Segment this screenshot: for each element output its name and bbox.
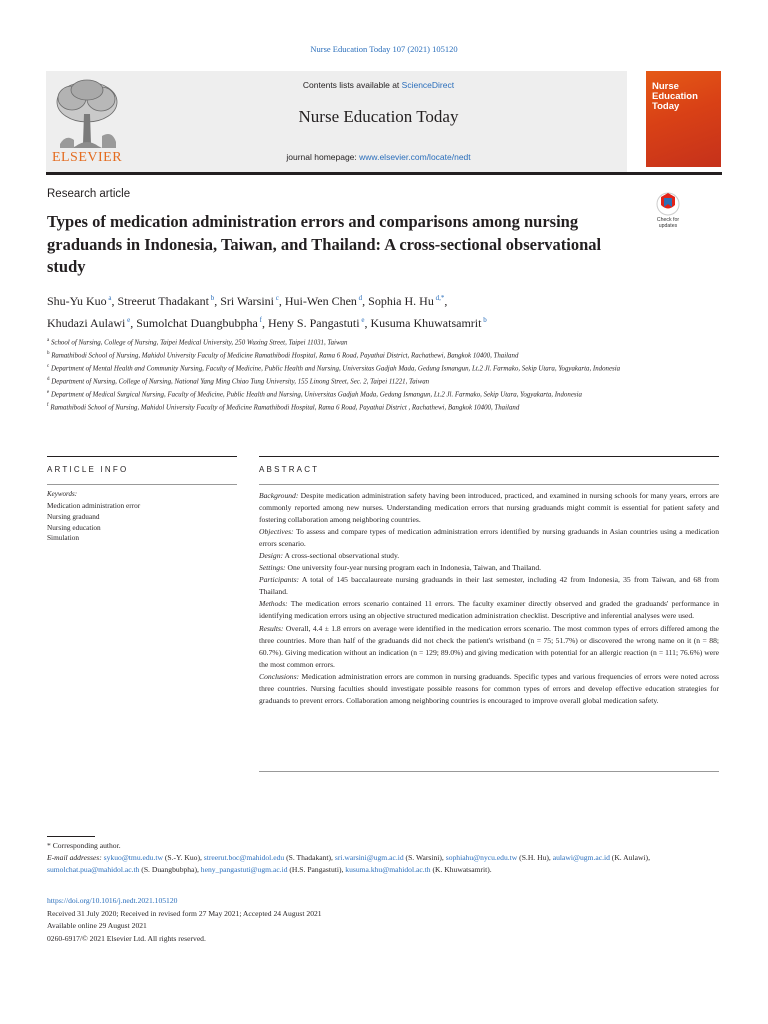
check-for-updates-icon[interactable]	[648, 190, 688, 230]
author-name[interactable]: Heny S. Pangastuti	[267, 316, 360, 330]
keyword-item[interactable]: Medication administration error	[47, 501, 141, 510]
abstract-section-label: Results:	[259, 623, 284, 633]
abstract-section	[259, 490, 719, 526]
homepage-link[interactable]: www.elsevier.com/locate/nedt	[359, 152, 471, 162]
abstract-section	[259, 562, 719, 574]
abstract-section-label: Design:	[259, 551, 284, 561]
updates-label: updates	[658, 223, 678, 229]
abstract-body	[259, 490, 719, 707]
abstract-section-text: A cross-sectional observational study.	[283, 551, 400, 561]
email-link[interactable]: sophiahu@nycu.edu.tw	[445, 853, 518, 862]
doi-link[interactable]: https://doi.org/10.1016/j.nedt.2021.105120	[47, 896, 178, 905]
author-name[interactable]: Sophia H. Hu	[368, 294, 434, 308]
author-name[interactable]: Kusuma Khuwatsamrit	[370, 316, 482, 330]
email-owner: (S.-Y. Kuo),	[162, 853, 204, 862]
affiliation-marker: d	[47, 377, 50, 382]
abstract-bottom-rule	[259, 771, 719, 772]
author-affiliation-marker[interactable]: d,*	[433, 294, 445, 302]
author-name[interactable]: Sumolchat Duangbubpha	[136, 316, 258, 330]
journal-title: Nurse Education Today	[298, 107, 459, 126]
keyword-item[interactable]: Nursing education	[47, 522, 101, 532]
abstract-section-label: Objectives:	[259, 527, 294, 537]
contents-line	[130, 80, 627, 90]
abstract-section	[259, 598, 719, 622]
abstract-section-text: A total of 145 baccalaureate nursing graduands in their last semester, including 42 from Indonesia, 35 from Taiwan, and 68 from Thailand.	[259, 575, 719, 597]
author-affiliation-marker[interactable]: e	[359, 316, 365, 324]
author-affiliation-marker[interactable]: d	[356, 294, 363, 302]
abstract-subrule	[259, 484, 719, 485]
copyright: 0260-6917/© 2021 Elsevier Ltd. All rights reserved.	[47, 933, 206, 943]
article-type: Research article	[47, 188, 131, 200]
author-name[interactable]: Streerut Thadakant	[117, 294, 209, 308]
email-owner: (S.H. Hu),	[517, 853, 553, 862]
affiliation-item	[47, 375, 637, 388]
email-owner: (K. Aulawi),	[609, 853, 650, 862]
author-name[interactable]: Hui-Wen Chen	[284, 294, 357, 308]
contents-prefix: Contents lists available at	[302, 80, 402, 90]
email-link[interactable]: aulawi@ugm.ac.id	[552, 853, 610, 862]
affiliation-item	[47, 336, 637, 349]
cover-title-line: Today	[652, 101, 680, 112]
author-affiliation-marker[interactable]: e	[125, 316, 131, 324]
email-owner: (K. Khuwatsamrit).	[430, 865, 492, 874]
footnotes	[47, 840, 719, 876]
affiliation-text: Department of Medical Surgical Nursing, Faculty of Medicine, Public Health and Nursing, Universitas Gadjah Mada, Gedung Ismangun, Lt.2 Jl. Farmako, Sekip Utara, Yogyakarta, Indonesia	[49, 391, 582, 399]
author-name[interactable]: Khudazi Aulawi	[47, 316, 126, 330]
journal-citation[interactable]: Nurse Education Today 107 (2021) 105120	[310, 44, 458, 54]
affiliation-text: Ramathibodi School of Nursing, Mahidol University Faculty of Medicine Ramathibodi Hospital, Rama 6 Road, Payathai District, Rachathewi, Bangkok 10400, Thailand	[49, 352, 519, 360]
abstract-section-text: To assess and compare types of medication administration errors identified by nursing graduands in Asian countries using a medication errors scenario.	[259, 527, 719, 549]
abstract-rule	[259, 456, 719, 457]
affiliation-item	[47, 401, 637, 414]
email-owner: (S. Warsini),	[403, 853, 446, 862]
email-link[interactable]: heny_pangastuti@ugm.ac.id	[200, 865, 288, 874]
affiliation-text: Department of Mental Health and Community Nursing, Faculty of Medicine, Public Health and Nursing, Universitas Gadjah Mada, Gedung Ismangun, Lt.2 Jl. Farmako, Sekip Utara, Yogyakarta, Indonesia	[49, 365, 621, 373]
affiliation-marker: b	[47, 351, 50, 356]
abstract-section-text: Overall, 4.4 ± 1.8 errors on average were identified in the medication errors scenario. The most common types of errors differed among the three countries. More than half of the graduands did not check the patient's wristband (n = 75; 51.7%) or discovered the wrong name on it (n = 88; 60.7%). Giving medication without an indication (n = 129; 89.0%) and giving medication with potential for an allergic reaction (n = 111; 76.6%) were the most common errors.	[259, 623, 719, 669]
email-link[interactable]: sumolchat.pua@mahidol.ac.th	[47, 865, 140, 874]
affiliations	[47, 336, 637, 414]
abstract-heading: ABSTRACT	[259, 465, 320, 474]
email-link[interactable]: streerut.boc@mahidol.edu	[203, 853, 285, 862]
footnote-rule	[47, 836, 95, 837]
email-link[interactable]: sykuo@tmu.edu.tw	[103, 853, 163, 862]
author-list: Shu-Yu Kuo $^a$, Streerut Thadakant $^b$, Sri Warsini $^c$, Hui-Wen Chen $^d$, Sophia H. Hu $^{d,*}$, Khudazi Aulawi $^e$, Sumolchat Duangbubpha $^f$, Heny S. Pangastuti $^e$, Kusuma Khuwatsamrit $^b$	[47, 294, 487, 330]
keyword-item[interactable]: Simulation	[47, 533, 80, 543]
email-owner: (S. Thadakant),	[284, 853, 335, 862]
affiliation-text: Department of Nursing, College of Nursing, National Yang Ming Chiao Tung University, 155 Linong Street, Sec. 2, Taipei 11221, Taiwan	[49, 378, 430, 386]
affiliation-marker: c	[47, 364, 50, 369]
author-affiliation-marker[interactable]: c	[274, 294, 279, 302]
author-affiliation-marker[interactable]: b	[208, 294, 215, 302]
homepage-line	[130, 152, 627, 162]
abstract-section	[259, 623, 719, 671]
article-meta	[47, 895, 719, 945]
email-addresses	[47, 852, 719, 876]
corresponding-author-note: * Corresponding author.	[47, 841, 121, 850]
affiliation-item	[47, 349, 637, 362]
abstract-section	[259, 550, 719, 562]
available-online: Available online 29 August 2021	[47, 921, 147, 930]
abstract-section-label: Settings:	[259, 563, 286, 573]
keyword-item[interactable]: Nursing graduand	[47, 511, 100, 521]
email-label: E-mail addresses:	[47, 853, 104, 862]
cover-title-line: Nurse	[652, 81, 679, 92]
affiliation-text: School of Nursing, College of Nursing, Taipei Medical University, 250 Wuxing Street, Taipei 11031, Taiwan	[49, 339, 348, 347]
keywords-label: Keywords:	[47, 490, 78, 498]
article-title: Types of medication administration errors and comparisons among nursing graduands in Indonesia, Taiwan, and Thailand: A cross-sectional observational study	[47, 212, 602, 276]
abstract-section	[259, 526, 719, 550]
email-owner: (S. Duangbubpha),	[139, 865, 201, 874]
abstract-section-label: Conclusions:	[259, 671, 300, 681]
publisher-wordmark: ELSEVIER	[51, 150, 123, 165]
affiliation-marker: a	[47, 338, 50, 343]
email-owner: (H.S. Pangastuti),	[287, 865, 346, 874]
article-info-subrule	[47, 484, 237, 485]
author-name[interactable]: Shu-Yu Kuo	[47, 294, 107, 308]
homepage-prefix: journal homepage:	[286, 152, 360, 162]
cover-title	[652, 82, 718, 112]
affiliation-item	[47, 362, 637, 375]
cover-title-line: Education	[652, 91, 698, 102]
email-link[interactable]: sri.warsini@ugm.ac.id	[334, 853, 404, 862]
article-info-heading: ARTICLE INFO	[47, 465, 129, 474]
abstract-section	[259, 574, 719, 598]
affiliation-marker: e	[47, 390, 50, 395]
sciencedirect-link[interactable]: ScienceDirect	[401, 80, 455, 90]
affiliation-text: Ramathibodi School of Nursing, Mahidol University Faculty of Medicine Ramathibodi Hospital, Rama 6 Road, Payathai District , Rachathewi, Bangkok 10400, Thailand	[48, 404, 520, 412]
author-name[interactable]: Sri Warsini	[220, 294, 275, 308]
masthead-rule	[46, 172, 722, 175]
author-affiliation-marker[interactable]: a	[106, 294, 112, 302]
abstract-section-text: The medication errors scenario contained 11 errors. The faculty examiner directly observed and graded the graduands' performance in identifying medication errors using an objective structured medication administration checklist. Descriptive and inferential analyses were used.	[259, 599, 719, 621]
author-affiliation-marker[interactable]: b	[481, 316, 487, 324]
abstract-section-label: Background:	[259, 491, 299, 500]
abstract-section	[259, 671, 719, 707]
abstract-section-label: Participants:	[259, 575, 300, 585]
author-affiliation-marker[interactable]: f	[257, 316, 262, 324]
affiliation-item	[47, 388, 637, 401]
article-info-rule	[47, 456, 237, 457]
email-link[interactable]: kusuma.khu@mahidol.ac.th	[345, 865, 431, 874]
keywords-list	[47, 501, 140, 544]
abstract-section-label: Methods:	[259, 599, 288, 609]
received-dates: Received 31 July 2020; Received in revised form 27 May 2021; Accepted 24 August 2021	[47, 908, 322, 918]
abstract-section-text: Medication administration errors are common in nursing graduands. Specific types and various frequencies of errors were noted across three countries. Nursing faculties should investigate possible reasons for common types of errors and develop effective education strategies for graduands to prevent errors. Collaboration among neighboring countries is encouraged to improve overall global medication safety.	[259, 671, 719, 705]
abstract-section-text: One university four-year nursing program each in Indonesia, Taiwan, and Thailand.	[285, 563, 542, 573]
abstract-section-text: Despite medication administration safety having been introduced, practiced, and examined in nursing schools for many years, errors are commonly reported among new nurses. Understanding medication errors that nursing graduands might commit is essential for patient safety and fostering collaboration among neighboring countries.	[259, 491, 719, 525]
affiliation-marker: f	[47, 403, 49, 408]
updates-label: Check for	[656, 217, 680, 223]
